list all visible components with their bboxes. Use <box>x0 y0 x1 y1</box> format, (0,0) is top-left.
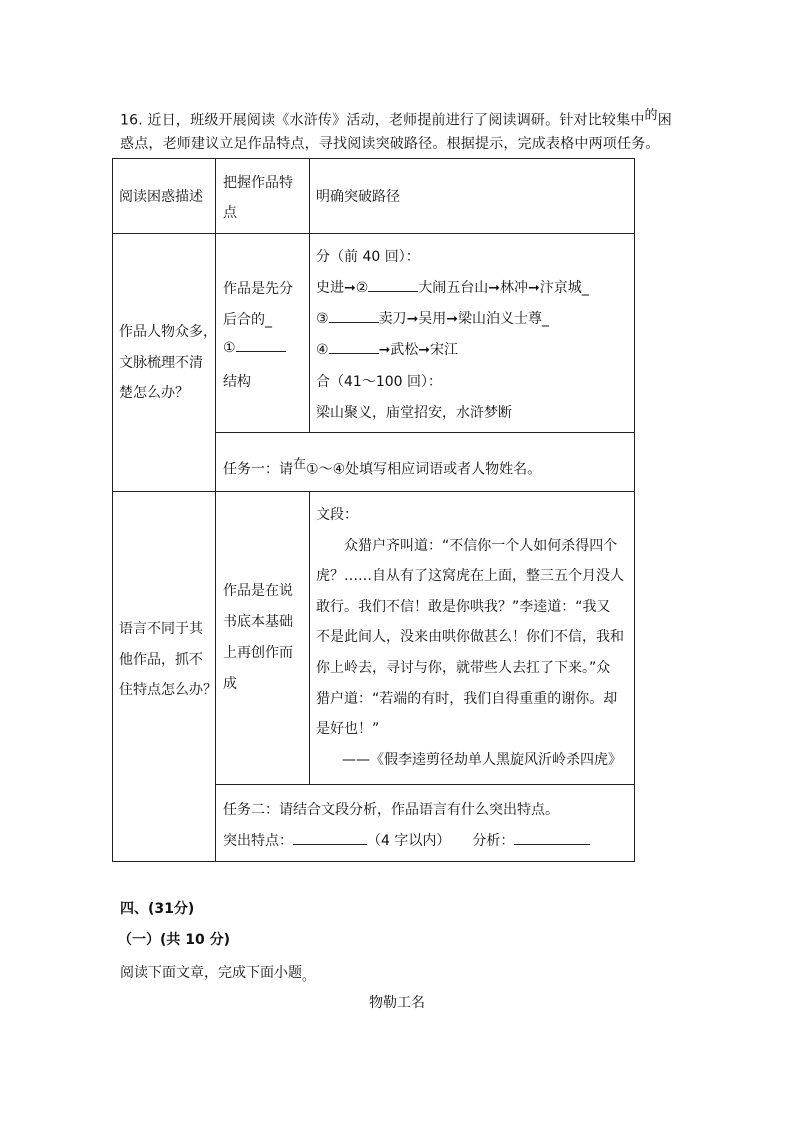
row1-feature-line: 作品是先分 <box>223 281 293 297</box>
answer-label: 突出特点： <box>223 833 293 849</box>
blank-1-line <box>223 340 286 356</box>
arrow-icon: ➞ <box>378 342 391 358</box>
blank-1[interactable] <box>236 350 286 352</box>
blank-2[interactable] <box>368 290 418 292</box>
header-path-text: 明确突破路径 <box>316 189 400 205</box>
instruction-text: 阅读下面文章，完成下面小题 <box>120 965 302 981</box>
row2-feature-line: 作品是在说 <box>223 583 293 599</box>
path-text: 汴京城_ <box>539 280 589 296</box>
header-feature-text: 把握作品特 <box>223 175 293 191</box>
instruction-line <box>120 962 315 982</box>
header-cell-feature <box>216 159 310 234</box>
instruction-period: 。 <box>302 969 316 984</box>
path-line-2 <box>316 277 589 297</box>
question-line1-end: 困 <box>657 112 672 129</box>
question-line-2: 惑点，老师建议立足作品特点，寻找阅读突破路径。根据提示，完成表格中两项任务。 <box>120 136 660 152</box>
task1-part: ①～④处填写相应词语或者人物姓名。 <box>306 461 542 478</box>
path-text: 武松 <box>390 342 419 358</box>
question-superscript: 的 <box>644 108 658 123</box>
table-row <box>113 492 635 785</box>
arrow-icon: ➞ <box>528 280 540 296</box>
arrow-icon: ➞ <box>446 311 459 327</box>
arrow-icon: ➞ <box>344 280 356 296</box>
header-cell-path <box>310 159 635 234</box>
answer-hint: （4 字以内） <box>367 833 451 849</box>
passage-line: 是好也！” <box>316 721 380 737</box>
row1-feature-line: 结构 <box>223 374 251 390</box>
task2-text: 任务二：请结合文段分析，作品语言有什么突出特点。 <box>223 802 559 818</box>
table-row <box>113 234 635 433</box>
row2-passage-cell <box>310 492 635 785</box>
row1-path-cell <box>310 234 635 433</box>
arrow-icon: ➞ <box>418 342 431 358</box>
blank-marker-2: ② <box>355 280 369 296</box>
row2-feature-cell <box>216 492 310 785</box>
header-cell-problem <box>113 159 216 234</box>
path-text: 宋江 <box>430 342 459 358</box>
passage-line: 猎户道：“若端的有时，我们自得重重的谢你。却 <box>316 691 618 707</box>
row1-problem-line: 文脉梳理不清 <box>119 354 203 371</box>
task1-part: 任务一：请 <box>223 461 293 478</box>
row1-feature-cell <box>216 234 310 433</box>
subsection-heading: （一）(共 10 分) <box>118 932 231 948</box>
task2-answer-line <box>223 830 590 850</box>
question-text: 16. 近日，班级开展阅读《水浒传》活动，老师提前进行了阅读调研。针对比较集中 <box>120 112 645 129</box>
row2-problem-line: 语言不同于其 <box>119 620 203 637</box>
row2-feature-line: 书底本基础 <box>223 614 293 630</box>
header-feature-text-2: 点 <box>223 205 237 221</box>
task2-cell <box>216 785 635 862</box>
row1-feature-line: 后合的_ <box>223 312 272 328</box>
passage-line: 不是此间人，没来由哄你做甚么！你们不信，我和 <box>316 629 624 645</box>
passage-source: ——《假李逵剪径劫单人黑旋风沂岭杀四虎》 <box>342 752 622 768</box>
path-line-4 <box>316 339 458 359</box>
row2-problem-line: 住特点怎么办？ <box>119 681 217 698</box>
path-line-3 <box>316 308 549 328</box>
row2-feature-line: 上再创作而 <box>223 645 293 661</box>
arrow-icon: ➞ <box>488 280 501 296</box>
blank-marker-4: ④ <box>316 342 329 358</box>
row1-problem-line: 楚怎么办？ <box>119 384 189 401</box>
header-problem-text: 阅读困惑描述 <box>119 189 203 205</box>
passage-line: 敢行。我们不信！敢是你哄我？”李逵道：“我又 <box>316 599 611 615</box>
passage-line: 众猎户齐叫道：“不信你一个人如何杀得四个 <box>344 538 618 554</box>
passage-line: 虎？……自从有了这窝虎在上面，整三五个月没人 <box>316 568 624 584</box>
article-title: 物勒工名 <box>369 995 425 1011</box>
row2-problem-line: 他作品，抓不 <box>119 651 203 668</box>
row1-problem-line: 作品人物众多， <box>119 323 217 340</box>
path-text: 林冲 <box>500 280 529 296</box>
row2-problem-cell <box>113 492 216 862</box>
blank-4[interactable] <box>329 352 379 354</box>
path-line-6: 梁山聚义，庙堂招安，水浒梦断 <box>316 405 512 421</box>
question-line-1 <box>120 104 672 130</box>
row1-problem-cell <box>113 234 216 492</box>
path-text: 史进 <box>316 280 344 296</box>
row2-feature-line: 成 <box>223 676 237 692</box>
passage-line: 你上岭去，寻讨与你，就带些人去扛了下来。”众 <box>316 660 611 676</box>
analysis-label: 分析： <box>472 833 515 849</box>
reading-table <box>112 158 635 862</box>
passage-label: 文段： <box>316 507 358 523</box>
path-text: 吴用 <box>418 311 447 327</box>
path-text: 梁山泊义士尊_ <box>458 311 550 327</box>
table-header-row <box>113 159 635 234</box>
section-heading: 四、(31分) <box>120 901 195 917</box>
task1-superscript: 在 <box>293 457 307 472</box>
feature-answer-blank[interactable] <box>293 843 367 845</box>
task1-cell <box>216 433 635 492</box>
blank-marker-3: ③ <box>316 311 329 327</box>
path-line-1: 分（前 40 回）： <box>316 249 420 265</box>
blank-marker-1: ① <box>223 340 236 356</box>
arrow-icon: ➞ <box>406 311 419 327</box>
path-line-5: 合（41～100 回）： <box>316 374 442 390</box>
path-text: 大闹五台山 <box>418 280 489 296</box>
analysis-answer-blank[interactable] <box>514 843 590 845</box>
blank-3[interactable] <box>329 321 379 323</box>
path-text: 卖刀 <box>378 311 407 327</box>
task1-text <box>223 453 541 479</box>
